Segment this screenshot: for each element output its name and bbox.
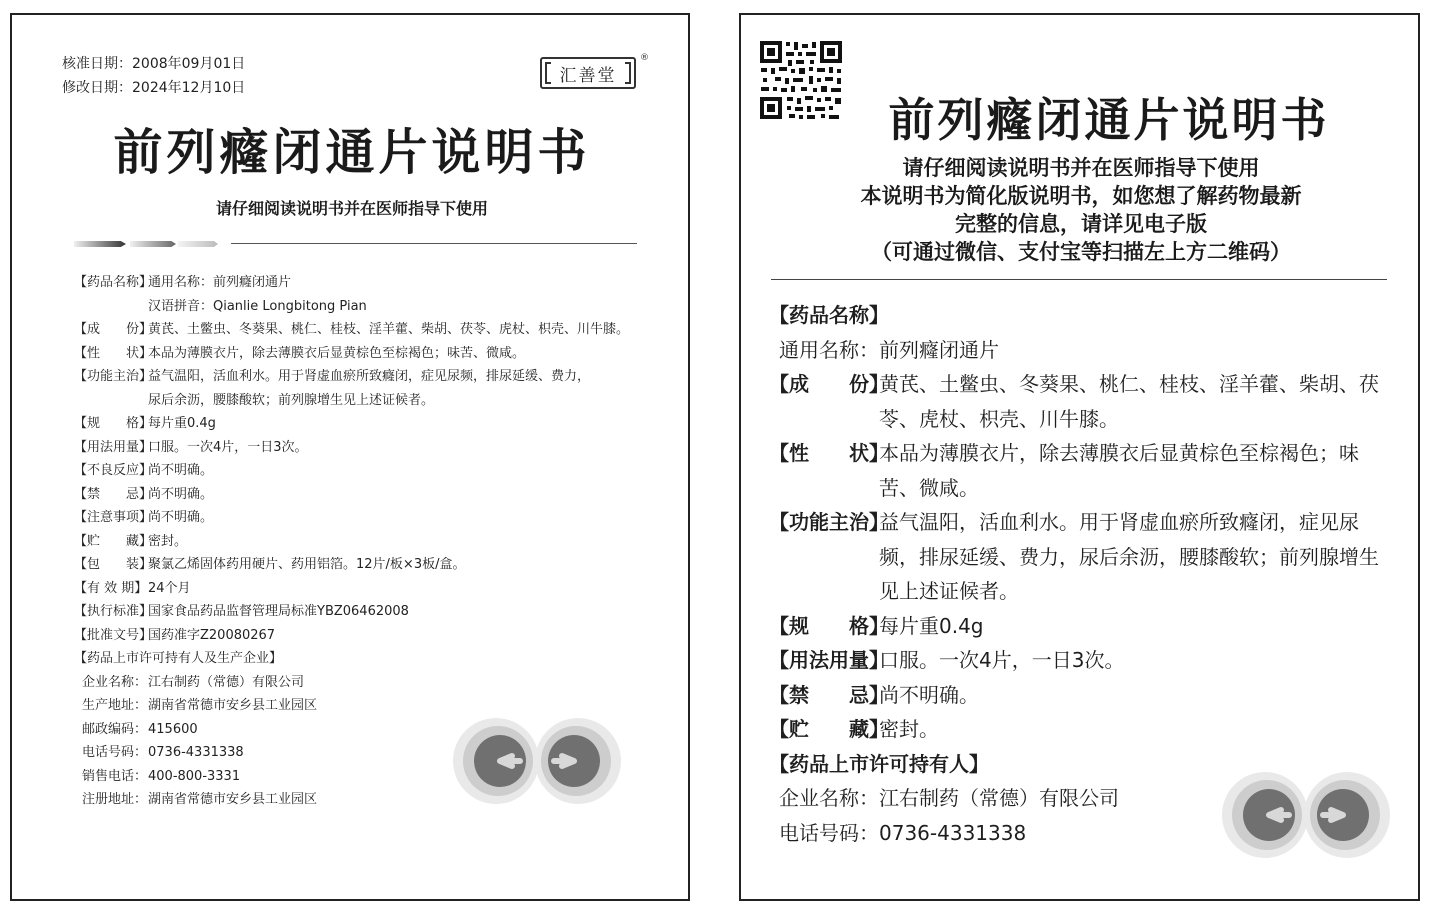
row-value: 密封。 xyxy=(879,717,939,741)
page-title: 前列癃闭通片说明书 xyxy=(113,124,591,181)
info-row xyxy=(769,712,1379,747)
info-row xyxy=(74,365,590,389)
brand-logo xyxy=(540,57,636,89)
leaflet-simplified-version xyxy=(739,13,1420,901)
row-label: 【药品上市许可持有人及生产企业】 xyxy=(74,651,283,666)
row-label: 注册地址： xyxy=(82,792,148,807)
info-row xyxy=(769,505,1379,609)
row-label: 【执行标准】 xyxy=(74,604,153,619)
row-value: 黄芪、土鳖虫、冬葵果、桃仁、桂枝、淫羊藿、柴胡、茯苓、虎杖、枳壳、川牛膝。 xyxy=(879,372,1379,431)
kidney-emblem-icon xyxy=(452,698,622,824)
row-label: 【功能主治】 xyxy=(769,510,889,534)
revision-date: 修改日期：2024年12月10日 xyxy=(62,80,246,96)
row-value: 益气温阳，活血利水。用于肾虚血瘀所致癃闭，症见尿频，排尿延缓、费力，尿后余沥，腰膝酸软；前列腺增生见上述证候者。 xyxy=(879,510,1379,603)
row-value: 每片重0.4g xyxy=(879,614,984,638)
row-value: 国药准字Z20080267 xyxy=(148,627,276,643)
row-value: 尚不明确。 xyxy=(148,463,214,478)
notice-line: （可通过微信、支付宝等扫描左上方二维码） xyxy=(871,240,1291,264)
info-row xyxy=(74,295,367,319)
row-label: 【性 状】 xyxy=(769,441,889,465)
row-value: 聚氯乙烯固体药用硬片、药用铝箔。12片/板×3板/盒。 xyxy=(148,557,466,572)
info-row xyxy=(74,647,283,671)
row-label: 【用法用量】 xyxy=(769,648,889,672)
row-value: 24个月 xyxy=(148,580,191,596)
row-label: 企业名称： xyxy=(82,674,148,690)
decorative-arrow-bar xyxy=(178,241,218,247)
brand-name: 汇善堂 xyxy=(559,65,617,86)
row-label: 【注意事项】 xyxy=(74,510,153,525)
row-value: 黄芪、土鳖虫、冬葵果、桃仁、桂枝、淫羊藿、柴胡、茯苓、虎杖、枳壳、川牛膝。 xyxy=(148,322,630,337)
usage-notice: 请仔细阅读说明书并在医师指导下使用 xyxy=(215,199,488,218)
row-value: 国家食品药品监督管理局标准YBZ06462008 xyxy=(148,604,409,619)
row-label: 【规 格】 xyxy=(74,416,153,431)
row-label: 【禁 忌】 xyxy=(74,486,153,502)
notice-line: 本说明书为简化版说明书，如您想了解药物最新 xyxy=(860,184,1302,208)
company-row xyxy=(82,741,244,765)
row-value: 每片重0.4g xyxy=(148,416,216,431)
company-name: 企业名称：江右制药（常德）有限公司 xyxy=(779,786,1119,810)
registered-mark: ® xyxy=(640,53,649,63)
row-label: 【成 份】 xyxy=(769,372,889,396)
decorative-arrow-bar xyxy=(74,241,126,247)
info-row xyxy=(74,483,213,507)
divider xyxy=(231,243,637,244)
row-label: 【贮 藏】 xyxy=(769,717,889,741)
row-value: 益气温阳，活血利水。用于肾虚血瘀所致癃闭，症见尿频，排尿延缓、费力， xyxy=(148,369,591,384)
row-label: 【规 格】 xyxy=(769,614,889,638)
info-row xyxy=(74,271,291,295)
notice-line: 完整的信息，请详见电子版 xyxy=(955,212,1207,236)
row-label: 【包 装】 xyxy=(74,557,153,572)
row-value: 口服。一次4片，一日3次。 xyxy=(879,648,1125,672)
row-label: 【功能主治】 xyxy=(74,369,153,384)
row-value: 尚不明确。 xyxy=(879,683,979,707)
row-label: 【有 效 期】 xyxy=(74,580,148,596)
section-heading: 【药品上市许可持有人】 xyxy=(769,752,989,776)
row-value: 0736-4331338 xyxy=(148,745,244,760)
info-row xyxy=(769,643,1379,678)
approval-date: 核准日期：2008年09月01日 xyxy=(62,56,246,72)
row-value: 尿后余沥，腰膝酸软；前列腺增生见上述证候者。 xyxy=(148,392,435,408)
company-phone: 电话号码：0736-4331338 xyxy=(779,821,1027,845)
kidney-emblem-icon xyxy=(1221,752,1391,878)
row-value: 湖南省常德市安乡县工业园区 xyxy=(148,792,318,807)
info-row xyxy=(74,412,216,436)
row-value: 江右制药（常德）有限公司 xyxy=(148,674,305,690)
row-value: 本品为薄膜衣片，除去薄膜衣后显黄棕色至棕褐色；味苦、微咸。 xyxy=(148,345,526,361)
row-value: 汉语拼音：Qianlie Longbitong Pian xyxy=(148,298,367,314)
info-row xyxy=(74,342,525,366)
info-row xyxy=(74,530,187,554)
row-label: 邮政编码： xyxy=(82,721,148,737)
info-row xyxy=(74,506,213,530)
row-label: 【不良反应】 xyxy=(74,463,153,478)
info-row xyxy=(74,553,465,577)
row-value: 尚不明确。 xyxy=(148,510,214,525)
qr-code-icon[interactable] xyxy=(759,40,843,120)
row-value: 本品为薄膜衣片，除去薄膜衣后显黄棕色至棕褐色；味苦、微咸。 xyxy=(879,441,1359,500)
row-label xyxy=(74,389,148,413)
info-row xyxy=(769,678,1379,713)
row-value: 口服。一次4片，一日3次。 xyxy=(148,439,308,455)
row-label: 【禁 忌】 xyxy=(769,683,889,707)
leaflet-full-version xyxy=(10,13,690,901)
row-label: 【批准文号】 xyxy=(74,627,153,643)
generic-name: 通用名称：前列癃闭通片 xyxy=(779,338,999,362)
info-row xyxy=(769,367,1379,436)
company-row xyxy=(82,718,198,742)
company-row xyxy=(82,671,304,695)
row-label: 【药品名称】 xyxy=(74,275,153,290)
company-row xyxy=(82,765,240,789)
info-row xyxy=(74,600,409,624)
divider xyxy=(771,279,1387,280)
row-value: 湖南省常德市安乡县工业园区 xyxy=(148,698,318,713)
info-row xyxy=(74,459,213,483)
info-row xyxy=(74,436,308,460)
row-label: 【用法用量】 xyxy=(74,439,153,455)
info-row xyxy=(769,609,1379,644)
row-label xyxy=(74,295,148,319)
decorative-arrow-bar xyxy=(130,241,176,247)
row-label: 生产地址： xyxy=(82,698,148,713)
row-label: 【性 状】 xyxy=(74,345,153,361)
row-value: 密封。 xyxy=(148,533,188,549)
section-heading: 【药品名称】 xyxy=(769,303,889,327)
company-row xyxy=(82,788,317,812)
row-label: 电话号码： xyxy=(82,745,148,760)
info-row xyxy=(74,577,191,601)
row-value: 通用名称：前列癃闭通片 xyxy=(148,275,292,290)
row-value: 尚不明确。 xyxy=(148,486,214,502)
info-row xyxy=(74,318,629,342)
row-label: 【成 份】 xyxy=(74,322,153,337)
info-row xyxy=(74,624,275,648)
row-value: 415600 xyxy=(148,721,198,737)
row-label: 【贮 藏】 xyxy=(74,533,153,549)
info-row xyxy=(74,389,434,413)
page-title: 前列癃闭通片说明书 xyxy=(888,93,1330,147)
info-row xyxy=(769,436,1379,505)
row-label: 销售电话： xyxy=(82,768,148,784)
company-row xyxy=(82,694,317,718)
notice-line: 请仔细阅读说明书并在医师指导下使用 xyxy=(902,156,1260,180)
row-value: 400-800-3331 xyxy=(148,768,241,784)
